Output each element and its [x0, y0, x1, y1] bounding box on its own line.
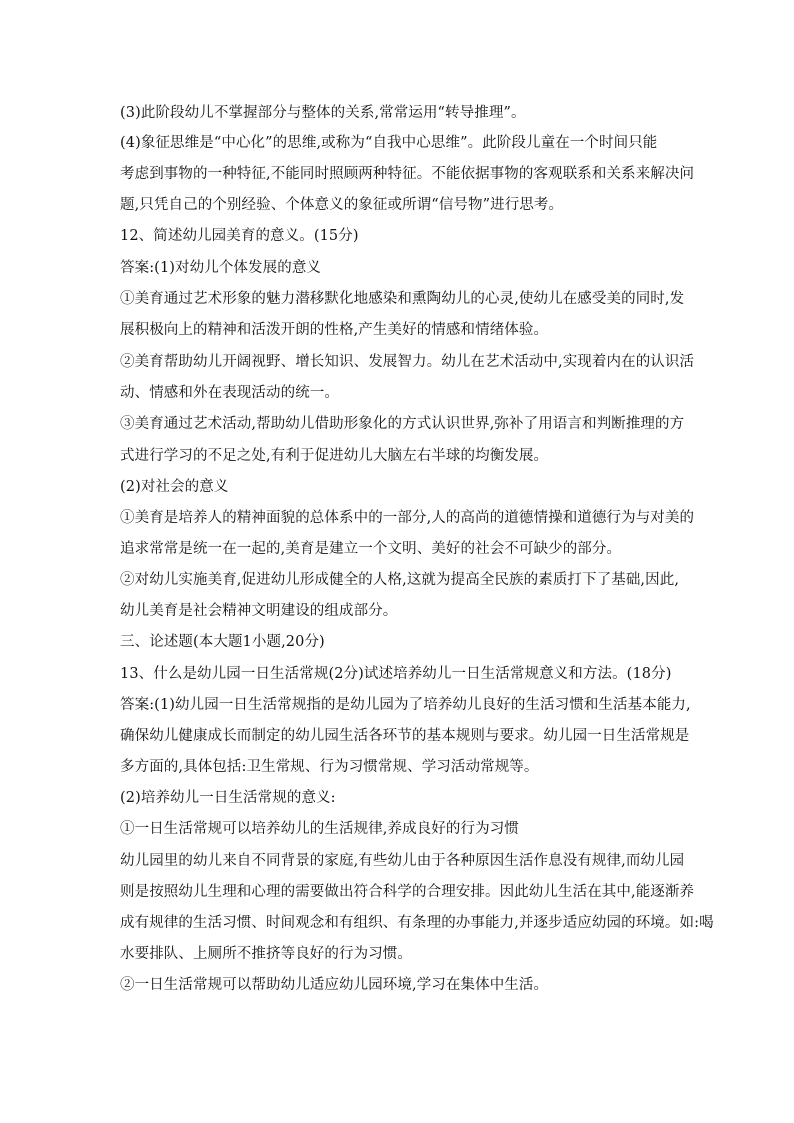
- text-line: 题,只凭自己的个别经验、个体意义的象征或所谓“信号物”进行思考。: [120, 197, 564, 213]
- sub-heading: (2)培养幼儿一日生活常规的意义:: [120, 790, 336, 806]
- section-heading: 三、论述题(本大题1小题,20分): [120, 634, 325, 650]
- answer-line: 答案:(1)对幼儿个体发展的意义: [120, 260, 322, 276]
- text-line: (3)此阶段幼儿不掌握部分与整体的关系,常常运用“转导推理”。: [120, 105, 526, 121]
- text-line: 动、情感和外在表现活动的统一。: [120, 385, 339, 401]
- text-line: 成有规律的生活习惯、时间观念和有组织、有条理的办事能力,并逐步适应幼园的环境。如:喝: [120, 915, 714, 931]
- text-line: 水要排队、上厕所不推挤等良好的行为习惯。: [120, 946, 412, 962]
- sub-heading: (2)对社会的意义: [120, 479, 229, 495]
- text-line: ①美育通过艺术形象的魅力潜移默化地感染和熏陶幼儿的心灵,使幼儿在感受美的同时,发: [120, 291, 685, 307]
- text-line: 考虑到事物的一种特征,不能同时照顾两种特征。不能依据事物的客观联系和关系来解决问: [120, 166, 695, 182]
- text-line: (4)象征思维是“中心化”的思维,或称为“自我中心思维”。此阶段儿童在一个时间只能: [120, 135, 658, 151]
- text-line: 展积极向上的精神和活泼开朗的性格,产生美好的情感和情绪体验。: [120, 322, 549, 338]
- text-line: 幼儿园里的幼儿来自不同背景的家庭,有些幼儿由于各种原因生活作息没有规律,而幼儿园: [120, 853, 685, 869]
- text-line: 确保幼儿健康成长而制定的幼儿园生活各环节的基本规则与要求。幼儿园一日生活常规是: [120, 728, 690, 744]
- text-line: 多方面的,具体包括:卫生常规、行为习惯常规、学习活动常规等。: [120, 759, 539, 775]
- text-line: 则是按照幼儿生理和心理的需要做出符合科学的合理安排。因此幼儿生活在其中,能逐渐养: [120, 884, 695, 900]
- text-line: ③美育通过艺术活动,帮助幼儿借助形象化的方式认识世界,弥补了用语言和判断推理的方: [120, 416, 685, 432]
- text-line: ②美育帮助幼儿开阔视野、增长知识、发展智力。幼儿在艺术活动中,实现着内在的认识活: [120, 354, 695, 370]
- question-heading: 13、什么是幼儿园一日生活常规(2分)试述培养幼儿一日生活常规意义和方法。(18分): [120, 666, 672, 682]
- text-line: ②对幼儿实施美育,促进幼儿形成健全的人格,这就为提高全民族的素质打下了基础,因此,: [120, 572, 680, 588]
- text-line: ①一日生活常规可以培养幼儿的生活规律,养成良好的行为习惯: [120, 821, 519, 837]
- text-line: ②一日生活常规可以帮助幼儿适应幼儿园环境,学习在集体中生活。: [120, 977, 549, 993]
- text-line: 追求常常是统一在一起的,美育是建立一个文明、美好的社会不可缺少的部分。: [120, 541, 622, 557]
- question-heading: 12、简述幼儿园美育的意义。(15分): [120, 228, 359, 244]
- text-line: 幼儿美育是社会精神文明建设的组成部分。: [120, 603, 398, 619]
- text-line: 式进行学习的不足之处,有利于促进幼儿大脑左右半球的均衡发展。: [120, 448, 549, 464]
- answer-line: 答案:(1)幼儿园一日生活常规指的是幼儿园为了培养幼儿良好的生活习惯和生活基本能力,: [120, 697, 691, 713]
- text-line: ①美育是培养人的精神面貌的总体系中的一部分,人的高尚的道德情操和道德行为与对美的: [120, 510, 695, 526]
